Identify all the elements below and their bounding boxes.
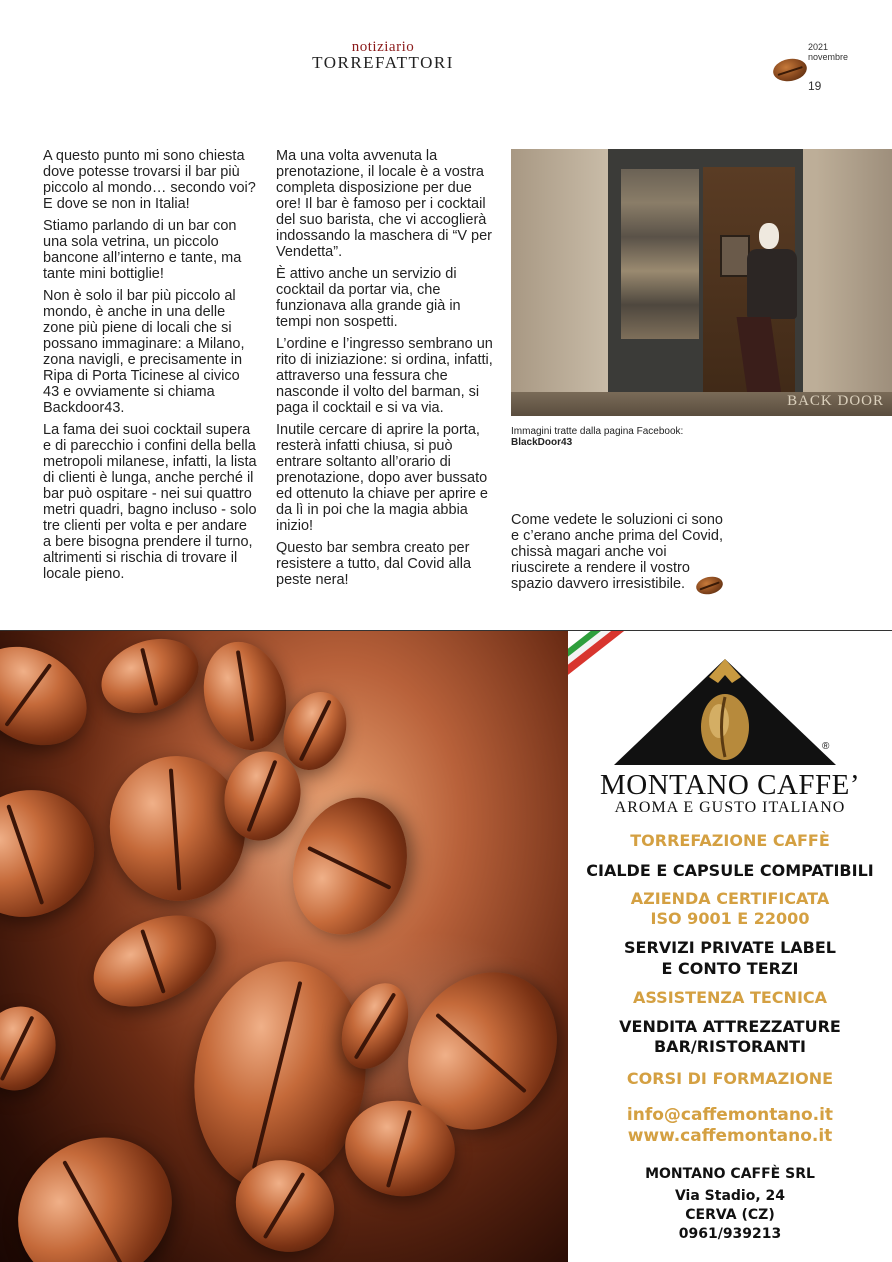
paragraph: Non è solo il bar più piccolo al mondo, è anche in una delle zone più piene di locali che si possano immaginare: a Milano, zona navigli, e precisamente in Ripa di Porta Ticinese al civico 43 e ovviamente si chiama Backdoor43. xyxy=(43,288,245,416)
paragraph: A questo punto mi sono chiesta dove potesse trovarsi il bar più piccolo al mondo… secondo voi? E dove se non in Italia! xyxy=(43,148,256,212)
paragraph: Questo bar sembra creato per resistere a tutto, dal Covid alla peste nera! xyxy=(276,540,472,588)
ad-line: AZIENDA CERTIFICATA xyxy=(630,889,830,908)
ad-line: BAR/RISTORANTI xyxy=(653,1037,806,1056)
montano-ad-panel xyxy=(568,631,892,1262)
photo-barman-body xyxy=(747,249,797,319)
coffee-beans-image xyxy=(0,631,568,1262)
paragraph: È attivo anche un servizio di cocktail da portar via, che funzionava alla grande già in tempi non sospetti. xyxy=(276,266,461,330)
ad-line: ISO 9001 E 22000 xyxy=(650,909,810,928)
ad-line: CORSI DI FORMAZIONE xyxy=(626,1069,834,1088)
logo-bottom-text: TORREFATTORI xyxy=(312,53,454,72)
brand-tagline: AROMA E GUSTO ITALIANO xyxy=(614,799,846,816)
coffee-bean xyxy=(192,633,298,760)
coffee-bean xyxy=(0,996,67,1102)
company-name: MONTANO CAFFÈ SRL xyxy=(645,1166,815,1182)
page-number: 19 xyxy=(808,79,822,93)
coffee-bean-icon xyxy=(771,56,808,84)
coffee-bean xyxy=(0,768,115,938)
article-column-1 xyxy=(43,148,258,588)
caption-source: BlackDoor43 xyxy=(511,437,573,448)
bar-photo xyxy=(511,149,892,416)
issue-date xyxy=(808,42,848,62)
registered-mark: ® xyxy=(822,741,830,752)
issue-month: novembre xyxy=(808,52,849,62)
email-link[interactable]: info@caffemontano.it xyxy=(626,1105,834,1125)
coffee-bean xyxy=(0,631,104,765)
photo-barman-mask xyxy=(759,223,779,249)
article-column-2 xyxy=(276,148,494,594)
brand-name: MONTANO CAFFE’ xyxy=(599,769,861,801)
address-city: CERVA (CZ) xyxy=(685,1207,775,1223)
coffee-bean xyxy=(0,1108,201,1262)
ad-line: VENDITA ATTREZZATURE xyxy=(619,1017,841,1036)
address-street: Via Stadio, 24 xyxy=(674,1188,786,1204)
photo-sign xyxy=(720,235,750,277)
issue-year: 2021 xyxy=(808,42,829,52)
photo-caption xyxy=(511,426,741,448)
photo-watermark: BACK DOOR xyxy=(787,393,884,409)
paragraph: La fama dei suoi cocktail supera e di parecchio i confini della bella metropoli milanese, infatti, la lista di clienti è lunga, anche perché il bar può ospitare - nei sui quattro metri quadri, bagno incluso - solo tre clienti per volta e per andare a bere bisogna prendere il turno, altrimenti si rischia di trovare il locale pieno. xyxy=(43,422,257,582)
ad-line: E CONTO TERZI xyxy=(661,959,799,978)
closing-paragraph: Come vedete le soluzioni ci sono e c’erano anche prima del Covid, chissà magari anche voi riuscirete a rendere il vostro spazio davvero irresistibile. xyxy=(511,512,723,592)
ad-line: CIALDE E CAPSULE COMPATIBILI xyxy=(586,861,874,880)
mountain-logo-icon xyxy=(614,657,836,769)
ad-line: ASSISTENZA TECNICA xyxy=(632,988,828,1007)
coffee-bean xyxy=(91,631,209,726)
website-link[interactable]: www.caffemontano.it xyxy=(627,1126,833,1146)
paragraph: L’ordine e l’ingresso sembrano un rito di iniziazione: si ordina, infatti, attraverso una fessura che nasconde il volto del barman, si paga il cocktail e si va via. xyxy=(276,336,493,416)
magazine-logo xyxy=(310,40,456,71)
caption-text: Immagini tratte dalla pagina Facebook: xyxy=(511,426,684,437)
ad-line: SERVIZI PRIVATE LABEL xyxy=(624,938,836,957)
paragraph: Stiamo parlando di un bar con una sola vetrina, un piccolo bancone all’interno e tante, ma tante mini bottiglie! xyxy=(43,218,242,282)
phone-number: 0961/939213 xyxy=(678,1226,782,1242)
paragraph: Inutile cercare di aprire la porta, resterà infatti chiusa, si può entrare soltanto all’orario di prenotazione, dopo aver bussato ed ottenuto la chiave per aprire e da lì in poi che la magia abbia inizio! xyxy=(276,422,488,534)
photo-shelf xyxy=(621,169,699,339)
ad-line: TORREFAZIONE CAFFÈ xyxy=(630,831,830,850)
logo-top-text: notiziario xyxy=(351,39,415,55)
paragraph: Ma una volta avvenuta la prenotazione, il locale è a vostra completa disposizione per due ore! Il bar è famoso per i cocktail del suo barista, che vi accoglierà indossando la maschera di “V per Vendetta”. xyxy=(276,148,493,260)
